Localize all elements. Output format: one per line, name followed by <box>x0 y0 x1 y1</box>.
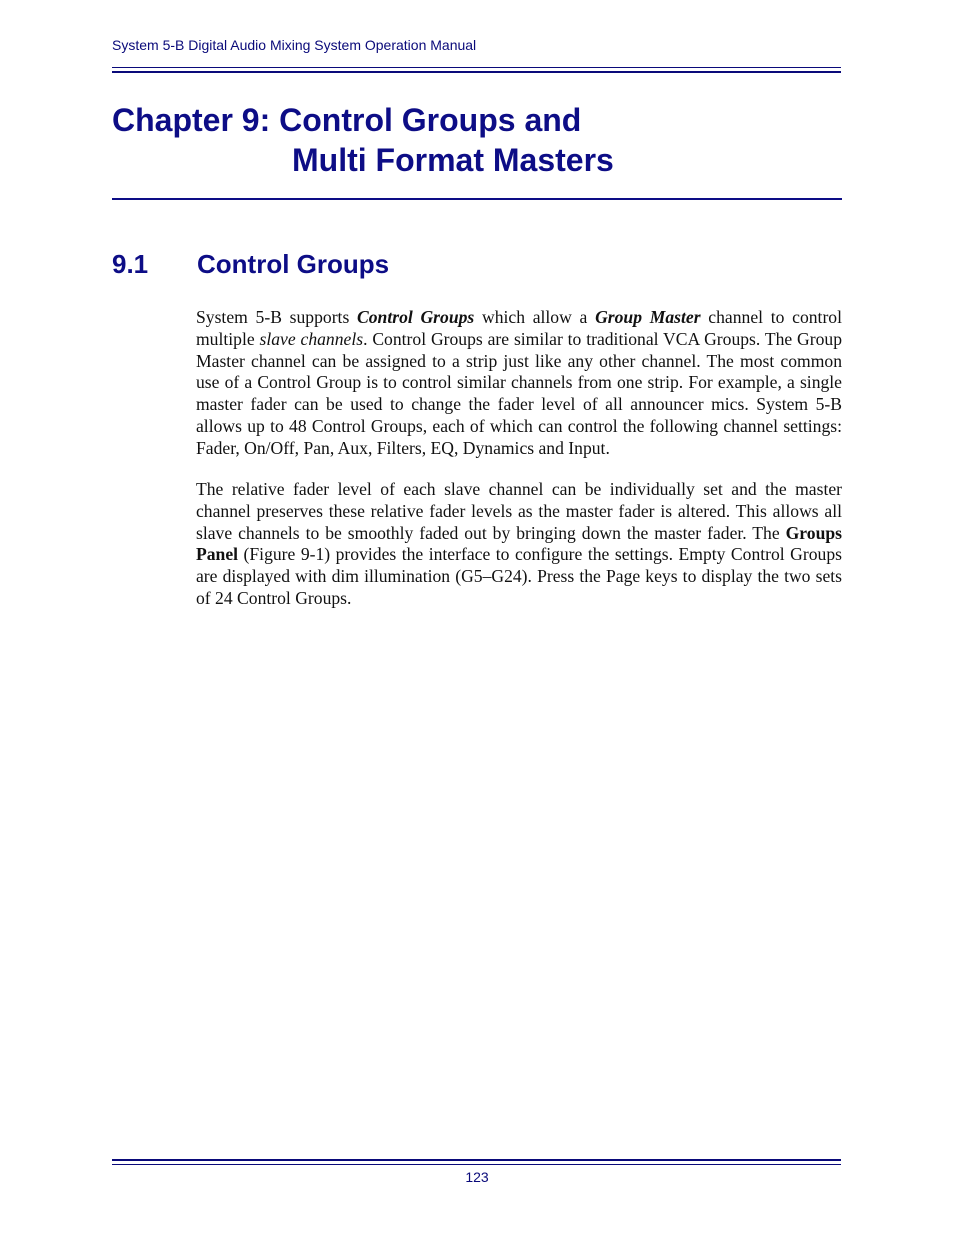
page-number: 123 <box>465 1169 489 1185</box>
slave-channels-term: slave channels <box>259 328 364 349</box>
section-title: Control Groups <box>197 249 390 279</box>
body-paragraph-1 <box>196 307 842 460</box>
running-header: System 5-B Digital Audio Mixing System Operation Manual <box>112 37 477 53</box>
section-number: 9.1 <box>112 249 149 279</box>
section-heading <box>112 248 389 280</box>
header-rule-top <box>112 67 841 68</box>
paragraph-1-text-c: channel to control multiple <box>196 307 842 349</box>
footer-rule-top <box>112 1159 841 1161</box>
paragraph-1-text-b: which allow a <box>474 307 596 327</box>
paragraph-1-text-d: . Control Groups are similar to traditional VCA Groups. The Group Master channel can be assigned to a strip just like any other channel. The most common use of a Control Group is to control similar channels from one strip. For example, a single master fader can be used to change the fader level of all announcer mics. System 5-B allows up to 48 Control Groups, each of which can control the following channel settings: Fader, On/Off, Pan, Aux, Filters, EQ, Dynamics and Input. <box>196 328 842 458</box>
body-paragraph-2 <box>196 479 842 610</box>
groups-panel-term: Groups Panel <box>196 522 842 565</box>
chapter-title-line2: Multi Format Masters <box>292 142 614 178</box>
paragraph-2-text-b: (Figure 9-1) provides the interface to configure the settings. Empty Control Groups are displayed with dim illumination (G5–G24). Press the Page keys to display the two sets of 24 Control Groups. <box>196 544 842 608</box>
paragraph-1-text-a: System 5-B supports <box>196 307 358 327</box>
chapter-title <box>112 100 614 180</box>
header-rule-bottom <box>112 71 841 73</box>
control-groups-term: Control Groups <box>357 307 475 327</box>
footer-rule-bottom <box>112 1164 841 1165</box>
paragraph-2-text-a: The relative fader level of each slave channel can be individually set and the master channel preserves these relative fader levels as the master fader is altered. This allows all slave channels to be smoothly faded out by bringing down the master fader. The <box>196 479 842 543</box>
chapter-title-line1: Chapter 9: Control Groups and <box>112 102 582 138</box>
chapter-rule <box>112 198 842 200</box>
group-master-term: Group Master <box>595 307 701 327</box>
